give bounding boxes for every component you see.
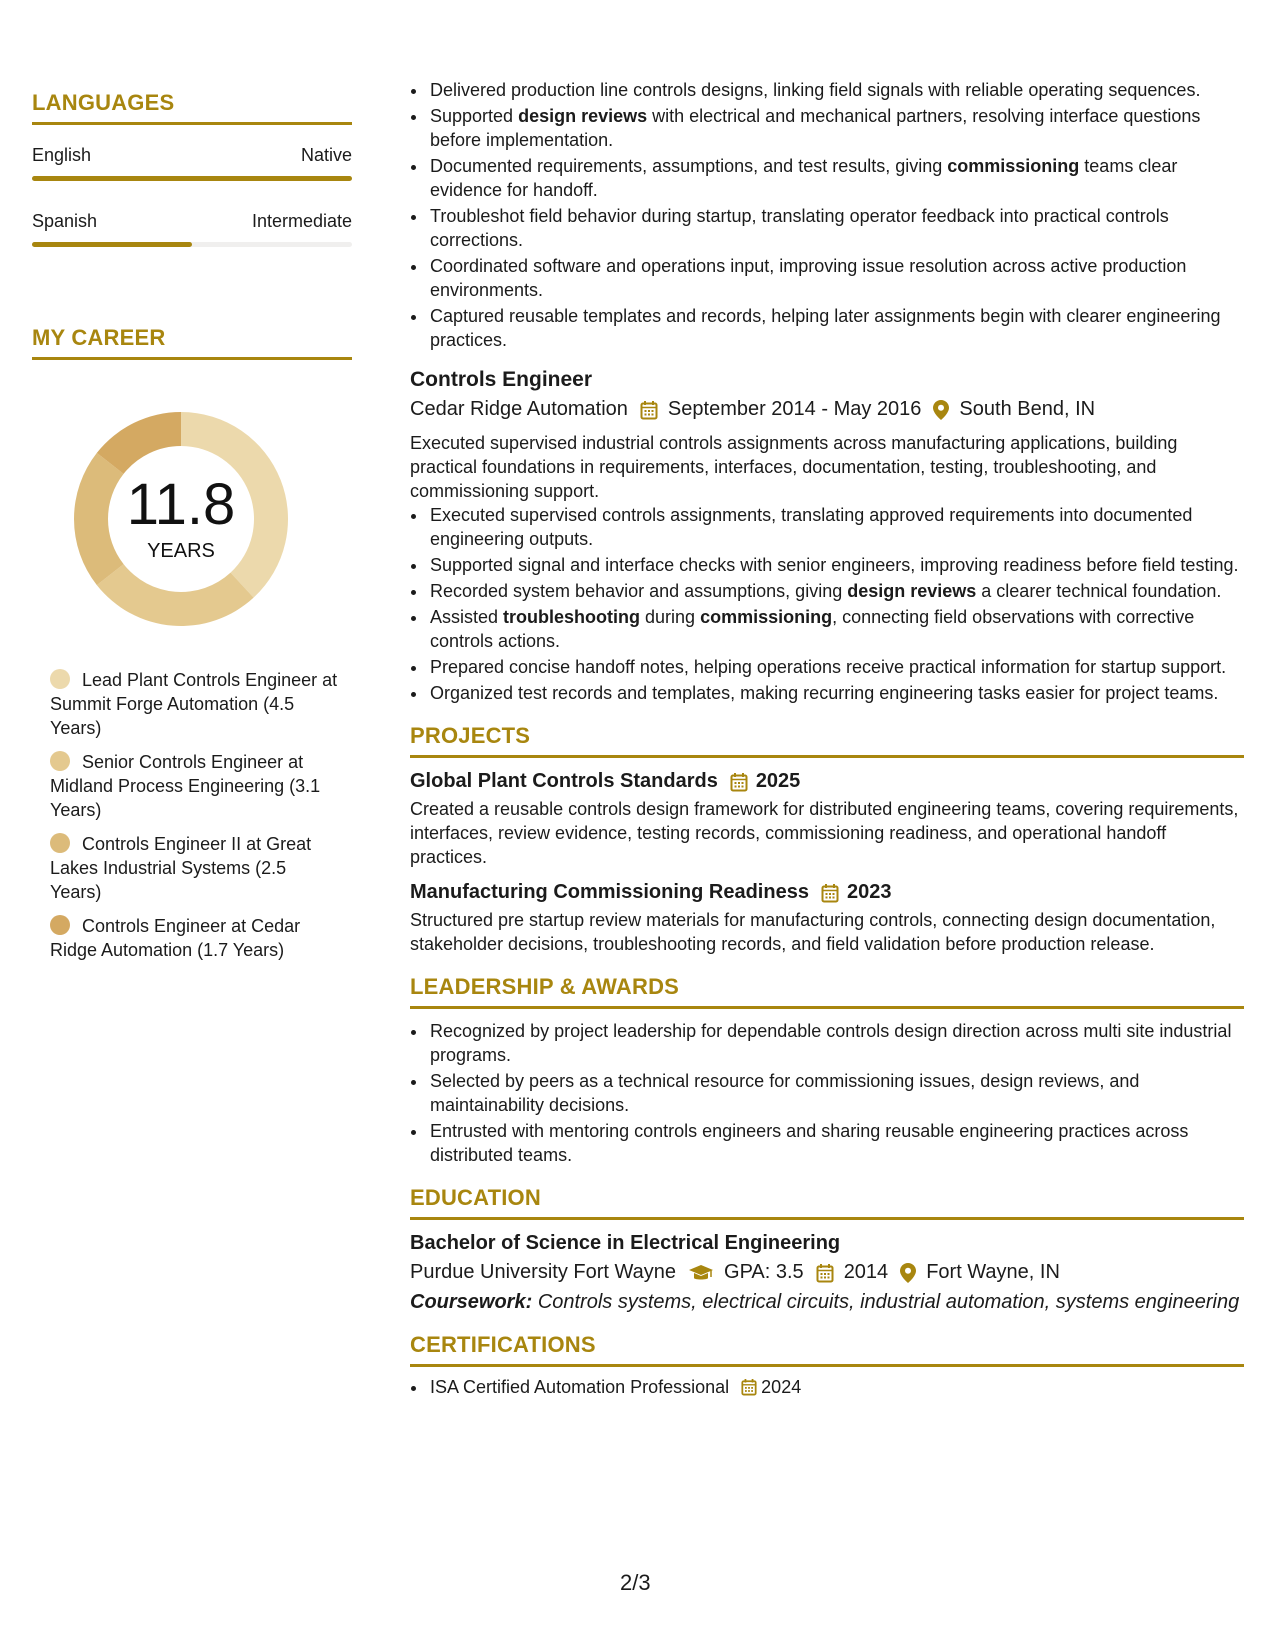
language-list [32, 145, 352, 247]
coursework-label: Coursework: [410, 1291, 533, 1313]
bullet-item: • Delivered production line controls designs, linking field signals with reliable operating sequences. [428, 78, 1244, 102]
language-bar-track [32, 176, 352, 181]
certification-name: • ISA Certified Automation Professional [430, 1377, 730, 1397]
project-name: Manufacturing Commissioning Readiness [410, 881, 809, 903]
language-item [32, 211, 352, 247]
projects-section [410, 723, 1244, 956]
education-section [410, 1185, 1244, 1314]
bullet-item: • Assisted troubleshooting during commissioning, connecting field observations with corrective controls actions. [428, 605, 1244, 653]
coursework [410, 1290, 1244, 1314]
project-item [410, 881, 1244, 956]
coursework-text: Controls systems, electrical circuits, industrial automation, systems engineering [537, 1291, 1240, 1313]
legend-dot [50, 833, 70, 853]
legend-label: Lead Plant Controls Engineer at Summit Forge Automation (4.5 Years) [50, 670, 338, 738]
language-level: Intermediate [251, 211, 352, 231]
certification-year: 2024 [761, 1377, 802, 1397]
leadership-list [410, 1019, 1244, 1167]
page-number: 2/3 [620, 1570, 651, 1595]
job-bullets [410, 503, 1244, 705]
graduation-year: 2014 [843, 1261, 889, 1283]
gpa: GPA: 3.5 [724, 1261, 804, 1283]
graduation-cap-icon [688, 1264, 714, 1282]
school-location: Fort Wayne, IN [926, 1261, 1060, 1283]
languages-section [32, 90, 352, 247]
career-section [32, 325, 352, 962]
section-title-certifications: CERTIFICATIONS [410, 1332, 1244, 1367]
bullet-item: • Selected by peers as a technical resource for commissioning issues, design reviews, and maintainability decisions. [428, 1069, 1244, 1117]
section-title-projects: PROJECTS [410, 723, 1244, 758]
project-name: Global Plant Controls Standards [410, 770, 718, 792]
career-total-unit: YEARS [147, 540, 215, 562]
section-title-education: EDUCATION [410, 1185, 1244, 1220]
bullet-item: • Organized test records and templates, making recurring engineering tasks easier for project teams. [428, 681, 1244, 705]
career-total-years: 11.8 [126, 472, 236, 537]
bullet-item: • Documented requirements, assumptions, and test results, giving commissioning teams clear evidence for handoff. [428, 154, 1244, 202]
language-bar-fill [32, 176, 352, 181]
bullet-item: • Recorded system behavior and assumptions, giving design reviews a clearer technical foundation. [428, 579, 1244, 603]
job-company: Cedar Ridge Automation [410, 398, 628, 420]
legend-label: Senior Controls Engineer at Midland Process Engineering (3.1 Years) [50, 752, 321, 820]
certifications-section [410, 1332, 1244, 1399]
career-donut-chart [66, 404, 296, 634]
job-entry [410, 368, 1244, 705]
language-item [32, 145, 352, 181]
legend-label: Controls Engineer at Cedar Ridge Automation (1.7 Years) [50, 916, 301, 960]
bullet-item: • Prepared concise handoff notes, helping operations receive practical information for startup support. [428, 655, 1244, 679]
location-pin-icon [900, 1263, 916, 1283]
section-title-leadership: LEADERSHIP & AWARDS [410, 974, 1244, 1009]
bullet-item: • Executed supervised controls assignments, translating approved requirements into documented engineering outputs. [428, 503, 1244, 551]
bullet-item: • Coordinated software and operations input, improving issue resolution across active production environments. [428, 254, 1244, 302]
bullet-item: • Supported signal and interface checks with senior engineers, improving readiness before field testing. [428, 553, 1244, 577]
calendar-icon [821, 883, 839, 903]
leadership-section [410, 974, 1244, 1167]
language-bar-fill [32, 242, 192, 247]
section-title-career: MY CAREER [32, 325, 352, 360]
project-description: Created a reusable controls design framework for distributed engineering teams, covering requirements, interfaces, review evidence, testing records, commissioning readiness, and operational handoff practices. [410, 799, 1239, 867]
bullet-item: • Supported design reviews with electrical and mechanical partners, resolving interface questions before implementation. [428, 104, 1244, 152]
calendar-icon [640, 400, 658, 420]
legend-item [50, 750, 342, 822]
degree-title: Bachelor of Science in Electrical Engineering [410, 1232, 841, 1254]
legend-dot [50, 751, 70, 771]
career-legend [50, 668, 342, 962]
legend-dot [50, 669, 70, 689]
calendar-icon [730, 772, 748, 792]
job-description: Executed supervised industrial controls assignments across manufacturing applications, building practical foundations in requirements, interfaces, documentation, testing, troubleshooting, and commissioning support. [410, 433, 1178, 501]
bullet-item: • Recognized by project leadership for dependable controls design direction across multi site industrial programs. [428, 1019, 1244, 1067]
bullet-item: • Captured reusable templates and records, helping later assignments begin with clearer engineering practices. [428, 304, 1244, 352]
certification-item [428, 1375, 1244, 1399]
section-title-languages: LANGUAGES [32, 90, 352, 125]
left-column [32, 90, 352, 972]
job-location: South Bend, IN [959, 398, 1096, 420]
prev-job-bullets [410, 78, 1244, 352]
project-item [410, 770, 1244, 869]
legend-item [50, 668, 342, 740]
right-column [410, 78, 1244, 1401]
legend-item [50, 914, 342, 962]
legend-item [50, 832, 342, 904]
language-name: English [32, 145, 92, 165]
legend-dot [50, 915, 70, 935]
language-level: Native [300, 145, 352, 165]
school-name: Purdue University Fort Wayne [410, 1261, 677, 1283]
calendar-icon [741, 1378, 757, 1396]
certification-list [410, 1375, 1244, 1399]
bullet-item: • Troubleshot field behavior during startup, translating operator feedback into practical controls corrections. [428, 204, 1244, 252]
location-pin-icon [933, 400, 949, 420]
calendar-icon [816, 1263, 834, 1283]
language-bar-track [32, 242, 352, 247]
project-year: 2025 [755, 770, 801, 792]
project-description: Structured pre startup review materials for manufacturing controls, connecting design documentation, stakeholder decisions, troubleshooting records, and field validation before production release. [410, 910, 1216, 954]
legend-label: Controls Engineer II at Great Lakes Industrial Systems (2.5 Years) [50, 834, 312, 902]
project-year: 2023 [846, 881, 892, 903]
job-dates: September 2014 - May 2016 [667, 398, 922, 420]
job-title: Controls Engineer [410, 368, 593, 391]
language-name: Spanish [32, 211, 98, 231]
bullet-item: • Entrusted with mentoring controls engineers and sharing reusable engineering practices across distributed teams. [428, 1119, 1244, 1167]
